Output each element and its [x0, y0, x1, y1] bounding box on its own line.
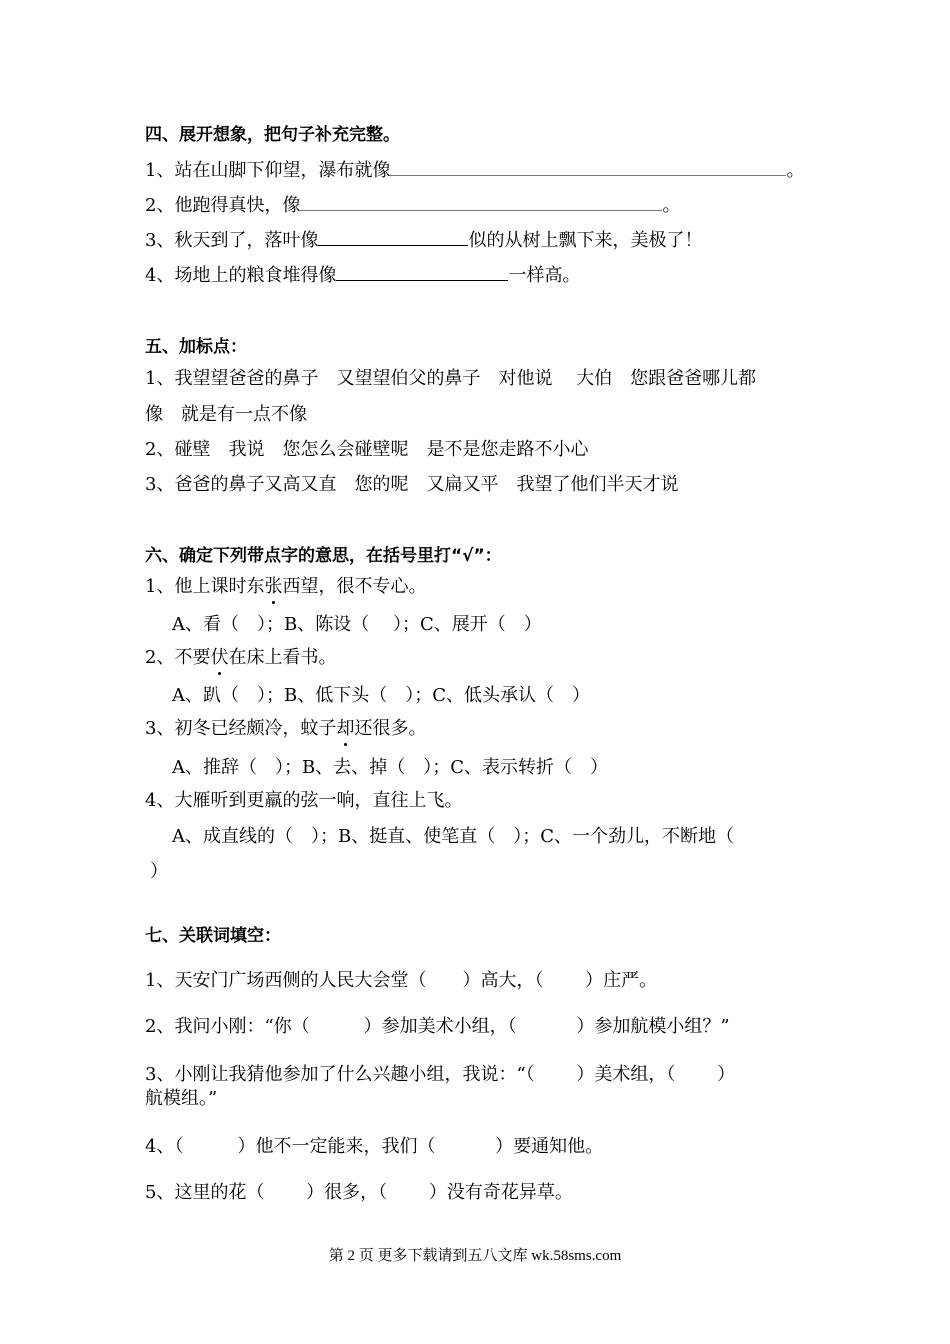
s6-q1-text-b: 西望，很不专心。 — [282, 576, 427, 597]
s6-question-4: 4、大雁听到更羸的弦一响，直往上飞。 — [145, 790, 463, 811]
s4-q2-suffix: 。 — [662, 195, 681, 216]
s5-question-2: 2、碰壁 我说 您怎么会碰壁呢 是不是您走路不小心 — [145, 439, 589, 460]
s6-q3-dotted-char: 却 — [336, 718, 355, 739]
s4-question-4 — [145, 265, 580, 287]
s6-q2-dotted-char: 伏 — [210, 647, 229, 668]
s7-question-2: 2、我问小刚：“你（ ）参加美术小组，（ ）参加航模小组？” — [145, 1016, 730, 1037]
s7-question-5: 5、这里的花（ ）很多，（ ）没有奇花异草。 — [145, 1182, 573, 1203]
s4-q1-blank[interactable] — [390, 161, 786, 176]
s5-question-1b: 像 就是有一点不像 — [145, 404, 307, 425]
s6-q4-options-cont: ） — [150, 861, 168, 882]
s4-question-1 — [145, 160, 804, 182]
s4-q1-prefix: 1、站在山脚下仰望，瀑布就像 — [145, 160, 391, 181]
s6-q1-options: A、看（ ）；B、陈设（ ）；C、展开（ ） — [172, 614, 542, 635]
s7-question-1: 1、天安门广场西侧的人民大会堂（ ）高大，（ ）庄严。 — [145, 970, 658, 991]
s7-question-3a: 3、小刚让我猜他参加了什么兴趣小组，我说：“（ ）美术组，（ ） — [145, 1064, 736, 1085]
s6-q1-text-a: 1、他上课时东 — [145, 576, 265, 597]
s6-q4-options: A、成直线的（ ）；B、挺直、使笔直（ ）；C、一个劲儿，不断地（ — [172, 826, 734, 847]
section-7-title: 七、关联词填空： — [145, 926, 281, 946]
s4-q4-prefix: 4、场地上的粮食堆得像 — [145, 265, 337, 286]
s6-question-3 — [145, 718, 426, 740]
s4-q2-prefix: 2、他跑得真快，像 — [145, 195, 301, 216]
s6-q3-options: A、推辞（ ）；B、去、掉（ ）；C、表示转折（ ） — [172, 757, 608, 778]
s4-q3-suffix: 似的从树上飘下来，美极了！ — [468, 230, 703, 251]
page-footer: 第 2 页 更多下载请到五八文库 wk.58sms.com — [328, 1248, 622, 1264]
section-4-title: 四、展开想象，把句子补充完整。 — [145, 125, 400, 145]
s5-question-1a: 1、我望望爸爸的鼻子 又望望伯父的鼻子 对他说 大伯 您跟爸爸哪儿都 — [145, 368, 757, 389]
s4-q3-prefix: 3、秋天到了，落叶像 — [145, 230, 319, 251]
s4-q4-blank[interactable] — [336, 266, 508, 281]
s6-q3-text-a: 3、初冬已经颇冷，蚊子 — [145, 718, 337, 739]
s6-q1-dotted-char: 张 — [264, 576, 283, 597]
s6-q2-text-b: 在床上看书。 — [228, 647, 337, 668]
s4-question-2 — [145, 195, 680, 217]
s4-q3-blank[interactable] — [318, 231, 468, 246]
s4-question-3 — [145, 230, 702, 252]
s7-question-4: 4、（ ）他不一定能来，我们（ ）要通知他。 — [145, 1136, 604, 1157]
s6-question-2 — [145, 647, 336, 669]
s5-question-3: 3、爸爸的鼻子又高又直 您的呢 又扁又平 我望了他们半天才说 — [145, 474, 679, 495]
s4-q1-suffix: 。 — [786, 160, 805, 181]
s4-q4-suffix: 一样高。 — [508, 265, 581, 286]
s4-q2-blank[interactable] — [300, 196, 662, 211]
section-5-title: 五、加标点： — [145, 337, 247, 357]
s6-q3-text-b: 还很多。 — [354, 718, 427, 739]
s7-question-3b: 航模组。” — [145, 1088, 218, 1109]
s6-q2-text-a: 2、不要 — [145, 647, 211, 668]
s6-question-1 — [145, 576, 426, 598]
section-6-title: 六、确定下列带点字的意思，在括号里打“√”： — [145, 546, 502, 566]
s6-q2-options: A、趴（ ）；B、低下头（ ）；C、低头承认（ ） — [172, 685, 590, 706]
